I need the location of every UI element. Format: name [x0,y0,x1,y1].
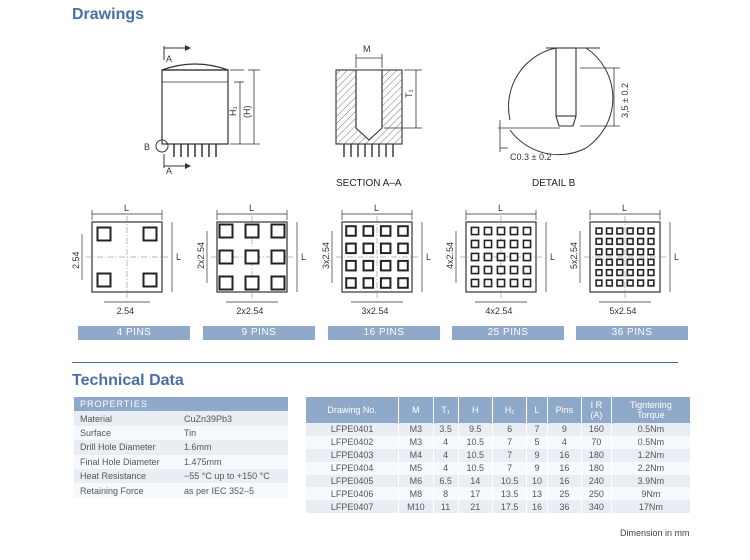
pin-square [638,239,644,245]
table-cell: 21 [458,500,492,513]
pin-square [98,228,111,241]
table-cell: 10.5 [458,436,492,449]
pin-label-4: 4 PINS [78,326,190,340]
table-cell: M6 [399,475,433,488]
pin-square [484,240,491,247]
pin-square [627,259,633,265]
table-cell: 17Nm [611,500,690,513]
m-label: M [363,44,371,54]
table-cell: 9.5 [458,423,492,436]
property-key: Retaining Force [74,483,178,497]
pin-square [272,277,285,290]
section-aa-drawing [336,54,422,157]
pin-square [471,279,478,286]
pin-square [596,228,602,234]
table-cell: 13.5 [492,487,526,500]
table-cell: 4 [547,436,581,449]
table-row [306,449,691,462]
pin-square [364,244,374,254]
pin-square [510,279,517,286]
pin-square [617,280,623,286]
section-a-label-top: A [166,54,173,64]
pin-square [617,249,623,255]
pitch-bottom-label: 4x2.54 [485,306,513,316]
length-label: L [550,252,556,262]
column-header: Tigntening Torque [611,397,690,423]
table-cell: 240 [582,475,612,488]
pin-square [497,240,504,247]
table-cell: 0.5Nm [611,436,690,449]
property-key: Material [74,411,178,425]
column-header: Drawing No. [306,397,399,423]
property-row [74,411,288,425]
section-a-label-bottom: A [166,166,173,176]
table-cell: 5 [527,436,547,449]
table-cell: 340 [582,500,612,513]
table-cell: LFPE0403 [306,449,399,462]
pin-square [648,249,654,255]
pin-square [246,277,259,290]
table-cell: M10 [399,500,433,513]
table-cell: 160 [582,423,612,436]
table-cell: 0.5Nm [611,423,690,436]
pin-square [220,277,233,290]
pin-square [144,228,157,241]
table-cell: 25 [547,487,581,500]
pin-square [381,244,391,254]
length-label: L [124,203,130,213]
table-cell: LFPE0404 [306,462,399,475]
column-header: L [527,397,547,423]
table-cell: 4 [433,449,458,462]
properties-header: PROPERTIES [74,397,288,411]
table-cell: 17.5 [492,500,526,513]
pin-square [364,278,374,288]
pin-square [523,266,530,273]
table-cell: 3.9Nm [611,475,690,488]
length-label: L [622,203,628,213]
length-label: L [498,203,504,213]
pin-square [627,280,633,286]
table-cell: 70 [582,436,612,449]
property-key: Drill Hole Diameter [74,440,178,454]
table-cell: M3 [399,436,433,449]
pin-square [471,240,478,247]
table-row [306,487,691,500]
table-cell: 3.5 [433,423,458,436]
property-key: Surface [74,426,178,440]
table-cell: LFPE0401 [306,423,399,436]
pin-square [523,253,530,260]
table-cell: 9 [527,462,547,475]
pin-square [627,249,633,255]
pin-square [596,280,602,286]
property-value: 1.6mm [178,440,288,454]
pin-square [497,227,504,234]
section-caption: SECTION A–A [336,178,402,189]
pin-square [617,239,623,245]
pitch-side-label: 5x2.54 [569,241,579,269]
table-cell: 6 [492,423,526,436]
pitch-side-label: 3x2.54 [321,241,331,269]
pin-square [471,227,478,234]
h1-label: H₁ [228,106,238,116]
pin-square [617,259,623,265]
table-cell: 7 [492,449,526,462]
pin-square [627,239,633,245]
table-cell: 1.2Nm [611,449,690,462]
pin-square [648,270,654,276]
pin-square [381,261,391,271]
pin-square [497,266,504,273]
pin-square [596,259,602,265]
pin-square [607,228,613,234]
table-cell: M3 [399,423,433,436]
pin-square [484,253,491,260]
pin-square [497,279,504,286]
pin-square [523,279,530,286]
pin-square [346,244,356,254]
table-cell: 9Nm [611,487,690,500]
table-cell: 180 [582,462,612,475]
pin-square [510,227,517,234]
length-label: L [374,203,380,213]
property-row [74,469,288,483]
length-label: L [301,252,307,262]
drawing-data-table [306,397,691,513]
table-cell: 16 [547,462,581,475]
table-cell: 4 [433,462,458,475]
pin-square [648,228,654,234]
pin-square [607,270,613,276]
pin-square [144,274,157,287]
pin-square [398,226,408,236]
table-cell: LFPE0402 [306,436,399,449]
pitch-bottom-label: 2.54 [116,306,135,316]
table-cell: LFPE0406 [306,487,399,500]
table-cell: M8 [399,487,433,500]
pin-square [607,249,613,255]
table-cell: 10.5 [458,449,492,462]
property-value: 1.475mm [178,455,288,469]
table-cell: 10.5 [492,475,526,488]
pin-square [471,266,478,273]
pin-square [246,225,259,238]
column-header: H [458,397,492,423]
section-divider [72,362,678,363]
table-row [306,462,691,475]
pin-layout-views [71,203,679,316]
chamfer-label: C0.3 ± 0.2 [510,152,552,162]
pin-square [627,270,633,276]
pin-square [638,249,644,255]
length-label: L [176,252,182,262]
detail-b-label: B [144,142,151,152]
table-cell: 7 [527,423,547,436]
table-row [306,436,691,449]
table-cell: 6.5 [433,475,458,488]
table-cell: 9 [547,423,581,436]
drawings-title: Drawings [72,6,145,23]
property-key: Final Hole Diameter [74,455,178,469]
table-cell: 2.2Nm [611,462,690,475]
property-row [74,440,288,454]
length-label: L [426,252,432,262]
t1-label: T₁ [404,89,414,98]
pin-square [510,253,517,260]
pin-square [648,259,654,265]
properties-table [74,397,288,498]
table-cell: LFPE0407 [306,500,399,513]
table-cell: 180 [582,449,612,462]
property-key: Heat Resistance [74,469,178,483]
pitch-side-label: 2.54 [71,251,81,269]
column-header: Pins [547,397,581,423]
length-label: L [674,252,680,262]
table-cell: 36 [547,500,581,513]
property-value: as per IEC 352–5 [178,483,288,497]
pin-square [484,266,491,273]
pin-square [510,266,517,273]
pin-square [220,225,233,238]
table-row [306,475,691,488]
table-cell: M5 [399,462,433,475]
pin-square [484,279,491,286]
column-header: H₁ [492,397,526,423]
pin-square [484,227,491,234]
property-value: CuZn39Pb3 [178,411,288,425]
table-cell: 7 [492,436,526,449]
table-cell: 16 [547,475,581,488]
pin-square [364,261,374,271]
table-cell: 10.5 [458,462,492,475]
pin-square [364,226,374,236]
pin-square [497,253,504,260]
property-value: Tin [178,426,288,440]
detail-b-drawing [498,48,620,155]
pin-label-9: 9 PINS [203,326,315,340]
pin-square [346,261,356,271]
pitch-side-label: 2x2.54 [196,241,206,269]
pin-label-25: 25 PINS [452,326,564,340]
pin-square [272,225,285,238]
dimension-footnote: Dimension in mm [620,528,690,538]
pin-square [272,251,285,264]
pin-square [471,253,478,260]
pin-square [607,259,613,265]
pin-square [346,278,356,288]
property-value: −55 °C up to +150 °C [178,469,288,483]
table-cell: 10 [527,475,547,488]
pin-square [607,239,613,245]
property-row [74,483,288,497]
pin-square [98,274,111,287]
pin-square [398,261,408,271]
pin-square [398,244,408,254]
pin-square [596,249,602,255]
pin-square [381,278,391,288]
length-label: L [249,203,255,213]
pin-square [523,240,530,247]
table-row [306,423,691,436]
table-cell: 7 [492,462,526,475]
detail-caption: DETAIL B [532,178,576,189]
h-label: (H) [242,105,252,118]
pitch-side-label: 4x2.54 [445,241,455,269]
property-row [74,455,288,469]
pin-square [638,270,644,276]
table-cell: 13 [527,487,547,500]
pin-square [346,226,356,236]
table-cell: 8 [433,487,458,500]
pitch-bottom-label: 5x2.54 [609,306,637,316]
pin-square [638,259,644,265]
table-cell: 11 [433,500,458,513]
table-cell: 14 [458,475,492,488]
table-cell: 4 [433,436,458,449]
pin-square [638,280,644,286]
pin-square [596,239,602,245]
column-header: I R (A) [582,397,612,423]
table-header-row [306,397,691,423]
pitch-bottom-label: 2x2.54 [236,306,264,316]
table-cell: LFPE0405 [306,475,399,488]
table-row [306,500,691,513]
pin-square [523,227,530,234]
pin-square [648,280,654,286]
pitch-bottom-label: 3x2.54 [361,306,389,316]
pin-square [638,228,644,234]
column-header: M [399,397,433,423]
pin-square [246,251,259,264]
pin-label-16: 16 PINS [328,326,440,340]
pin-square [510,240,517,247]
table-cell: 17 [458,487,492,500]
pin-square [220,251,233,264]
table-cell: 9 [527,449,547,462]
table-cell: M4 [399,449,433,462]
table-cell: 250 [582,487,612,500]
pin-square [627,228,633,234]
pin-square [381,226,391,236]
property-row [74,426,288,440]
table-cell: 16 [527,500,547,513]
technical-data-title: Technical Data [72,372,184,389]
pin-square [596,270,602,276]
detail-dim-label: 3,5 ± 0.2 [620,83,630,118]
pin-square [648,239,654,245]
pin-square [398,278,408,288]
table-cell: 16 [547,449,581,462]
pin-label-36: 36 PINS [576,326,688,340]
pin-square [607,280,613,286]
column-header: T₁ [433,397,458,423]
pin-square [617,228,623,234]
pin-square [617,270,623,276]
